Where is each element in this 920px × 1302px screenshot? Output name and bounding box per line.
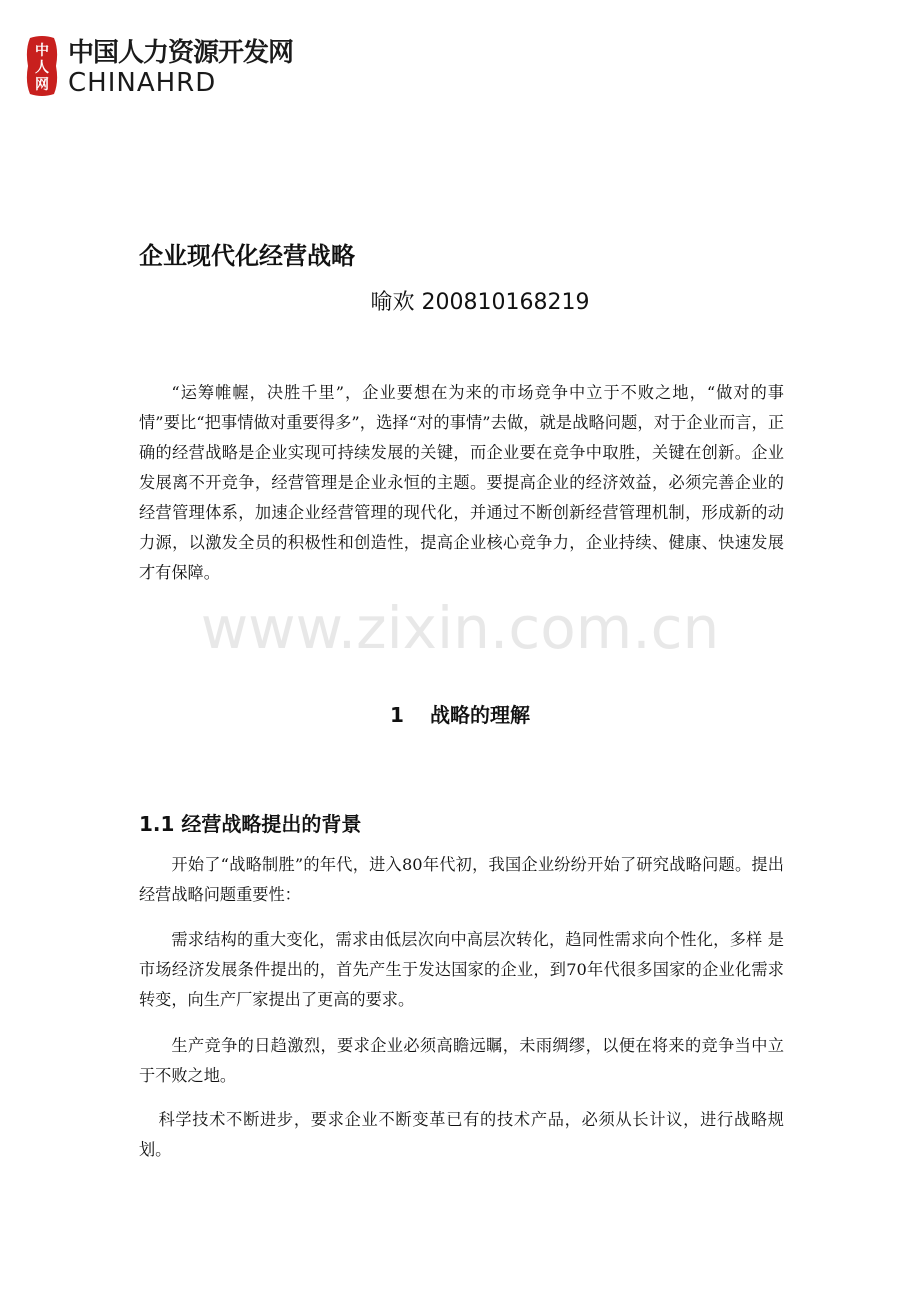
author-name: 喻欢: [370, 290, 415, 315]
intro-paragraph: “运筹帷幄，决胜千里”，企业要想在为来的市场竞争中立于不败之地，“做对的事情”要比“把事情做对重要得多”，选择“对的事情”去做，就是战略问题，对于企业而言，正确的经营战略是企业实现可持续发展的关键，而企业要在竞争中取胜，关键在创新。企业发展离不开竞争，经营管理是企业永恒的主题。要提高企业的经济效益，必须完善企业的经营管理体系，加速企业经营管理的现代化，并通过不断创新经营管理机制，形成新的动力源，以激发全员的积极性和创造性，提高企业核心竞争力，企业持续、健康、快速发展才有保障。: [139, 383, 784, 582]
body-paragraph: 生产竞争的日趋激烈，要求企业必须高瞻远瞩，未雨绸缪，以便在将来的竞争当中立于不败之地。: [139, 1036, 784, 1085]
student-id: 200810168219: [421, 290, 590, 315]
svg-text:人: 人: [35, 60, 49, 76]
watermark: www.zixin.com.cn: [200, 594, 720, 662]
body-paragraph: 开始了“战略制胜”的年代，进入80年代初，我国企业纷纷开始了研究战略问题。提出经营战略问题重要性：: [139, 855, 784, 904]
chinahrd-logo: [26, 36, 326, 100]
document-title: 企业现代化经营战略: [139, 242, 355, 270]
section-title: 战略的理解: [429, 703, 530, 727]
section-number: 1: [390, 703, 404, 727]
svg-text:网: 网: [35, 77, 49, 93]
body-paragraph: 科学技术不断进步，要求企业不断变革已有的技术产品，必须从长计议，进行战略规划。: [139, 1110, 784, 1159]
author-line: [0, 285, 920, 321]
seal-icon: [26, 36, 58, 96]
subsection-heading: 1.1 经营战略提出的背景: [139, 812, 362, 836]
section-heading: [0, 697, 920, 733]
svg-text:中: 中: [35, 43, 49, 59]
body-paragraph: 需求结构的重大变化，需求由低层次向中高层次转化，趋同性需求向个性化，多样 是市场经济发展条件提出的，首先产生于发达国家的企业，到70年代很多国家的企业化需求转变，向生产厂家提出了更高的要求。: [139, 930, 784, 1009]
logo-name-cn: 中国人力资源开发网: [68, 38, 294, 68]
logo-name-en: CHINAHRD: [68, 68, 217, 98]
